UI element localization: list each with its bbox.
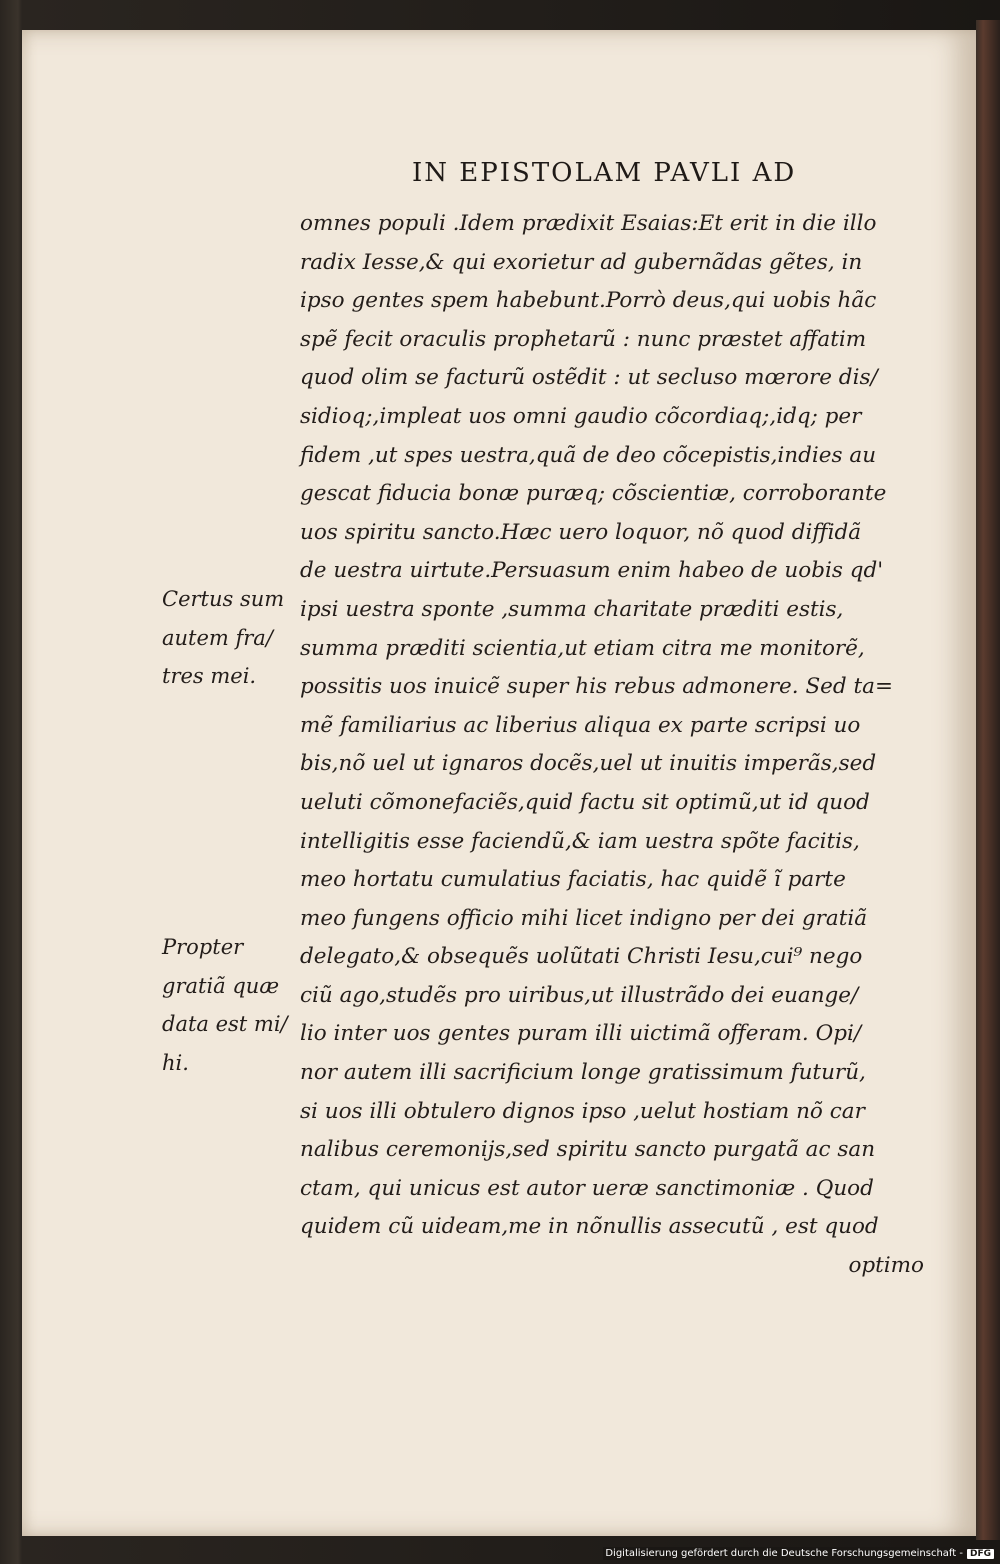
marginal-note-line: autem fra/ (162, 625, 273, 650)
text-line: si uos illi obtulero dignos ipso ,uelut hostiam nõ car (300, 1098, 865, 1124)
marginal-note-line: hi. (162, 1050, 189, 1075)
dfg-logo: DFG (967, 1549, 994, 1559)
marginal-note-line: gratiã quæ (162, 973, 280, 998)
text-line: sidioq;,impleat uos omni gaudio cõcordiaq;,idq; per (300, 403, 862, 429)
text-line: ueluti cõmonefaciẽs,quid factu sit optimũ,ut id quod (300, 789, 870, 815)
marginal-note (162, 928, 288, 1082)
text-line: omnes populi .Idem prædixit Esaias:Et erit in die illo (300, 211, 877, 236)
text-line: spẽ fecit oraculis prophetarũ : nunc præstet affatim (300, 326, 867, 352)
text-line: ipso gentes spem habebunt.Porrò deus,qui uobis hãc (300, 288, 877, 314)
text-line: lio inter uos gentes puram illi uictimã offeram. Opi/ (300, 1021, 862, 1047)
footer-text: Digitalisierung gefördert durch die Deutsche Forschungsgemeinschaft - (605, 1548, 963, 1559)
running-head: IN EPISTOLAM PAVLI AD (412, 158, 797, 188)
text-line: de uestra uirtute.Persuasum enim habeo de uobis qd' (300, 558, 884, 584)
text-line: summa præditi scientia,ut etiam citra me monitorẽ, (300, 635, 865, 661)
text-line: possitis uos inuicẽ super his rebus admonere. Sed ta= (300, 674, 893, 700)
catchword: optimo (848, 1253, 924, 1279)
text-line: meo hortatu cumulatius faciatis, hac quidẽ ĩ parte (300, 867, 846, 893)
text-line: quod olim se facturũ ostẽdit : ut secluso mœrore dis/ (300, 365, 878, 391)
text-line: ciũ ago,studẽs pro uiribus,ut illustrãdo dei euange/ (300, 982, 859, 1008)
text-line: gescat fiducia bonæ puræq; cõscientiæ, corroborante (300, 481, 887, 507)
marginal-note-line: Certus sum (162, 587, 285, 611)
text-line: bis,nõ uel ut ignaros docẽs,uel ut inuitis imperãs,sed (300, 751, 877, 777)
marginal-note-line: Propter (162, 935, 244, 959)
text-line: nor autem illi sacrificium longe gratissimum futurũ, (300, 1060, 866, 1086)
marginal-note-line: tres mei. (162, 664, 257, 689)
text-line: uos spiritu sancto.Hæc uero loquor, nõ quod diffidã (300, 519, 862, 545)
text-line: delegato,& obsequẽs uolũtati Christi Iesu,cui⁹ nego (300, 944, 863, 970)
digitization-footer (603, 1547, 996, 1560)
marginal-note (162, 580, 284, 696)
text-line: intelligitis esse faciendũ,& iam uestra spõte facitis, (300, 828, 860, 854)
marginal-note-line: data est mi/ (162, 1012, 288, 1037)
page-edge (976, 20, 1000, 1540)
text-line: ctam, qui unicus est autor ueræ sanctimoniæ . Quod (300, 1175, 874, 1201)
text-line: mẽ familiarius ac liberius aliqua ex parte scripsi uo (300, 712, 861, 738)
text-line: fidem ,ut spes uestra,quã de deo cõcepistis,indies au (300, 442, 877, 468)
text-line: radix Iesse,& qui exorietur ad gubernãdas gẽtes, in (300, 249, 863, 275)
text-line: ipsi uestra sponte ,summa charitate præditi estis, (300, 596, 844, 622)
body-text (300, 205, 950, 1286)
text-line: quidem cũ uideam,me in nõnullis assecutũ , est quod (300, 1214, 879, 1240)
text-line: meo fungens officio mihi licet indigno per dei gratiã (300, 905, 868, 931)
text-line: nalibus ceremonijs,sed spiritu sancto purgatã ac san (300, 1137, 876, 1163)
